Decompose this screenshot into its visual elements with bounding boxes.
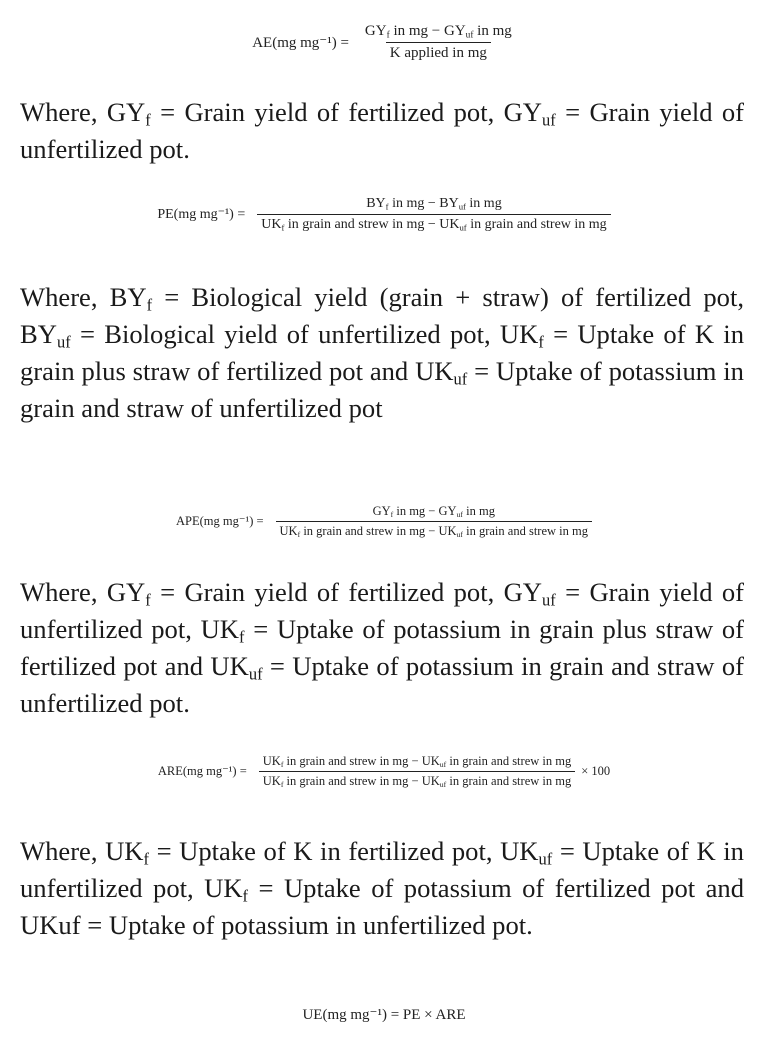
definition-paragraph-ae: Where, $GY_f$ = Grain yield of fertilized pot, $GY_{uf}$ = Grain yield of unfertilized pot. bbox=[20, 97, 744, 164]
equation-are-numerator: $UK_f$ in grain and strew in mg − $UK_{uf}$ in grain and strew in mg bbox=[262, 753, 572, 769]
equation-ae-numerator: $GY_f$ in mg − $GY_{uf}$ in mg bbox=[364, 22, 512, 41]
equation-ae bbox=[0, 12, 768, 72]
equation-ape-lhs: APE(mg mg⁻¹) = bbox=[176, 514, 264, 528]
equation-are-denominator: $UK_f$ in grain and strew in mg − $UK_{uf}$ in grain and strew in mg bbox=[259, 771, 575, 789]
equation-pe-lhs: PE(mg mg⁻¹) = bbox=[157, 206, 246, 222]
equation-pe-numerator: $BY_f$ in mg − $BY_{uf}$ in mg bbox=[366, 195, 502, 211]
equation-ape bbox=[0, 495, 768, 547]
equation-are-lhs: ARE(mg mg⁻¹) = bbox=[157, 764, 247, 778]
equation-ape-fraction bbox=[276, 504, 592, 539]
equation-ape-denominator: $UK_f$ in grain and strew in mg − $UK_{uf}$ in grain and strew in mg bbox=[276, 521, 592, 539]
definition-paragraph-pe: Where, $BY_f$ = Biological yield (grain + straw) of fertilized pot, $BY_{uf}$ = Biological yield of unfertilized pot, $UK_f$ = Uptake of K in grain plus straw of fertilized pot and $UK_{uf}$ = Uptake of potassium in grain and straw of unfertilized pot bbox=[20, 282, 744, 423]
definition-paragraph-ape: Where, $GY_f$ = Grain yield of fertilized pot, $GY_{uf}$ = Grain yield of unfertilized pot, $UK_f$ = Uptake of potassium in grain plus straw of fertilized pot and $UK_{uf}$ = Uptake of potassium in grain and straw of unfertilized pot. bbox=[20, 577, 745, 718]
equation-are bbox=[0, 743, 768, 799]
equation-pe-denominator: $UK_f$ in grain and strew in mg − $UK_{uf}$ in grain and strew in mg bbox=[257, 214, 610, 233]
equation-pe bbox=[0, 186, 768, 242]
equation-ape-numerator: $GY_f$ in mg − $GY_{uf}$ in mg bbox=[372, 503, 495, 519]
equation-are-multiplier: × 100 bbox=[581, 763, 611, 778]
equation-ae-denominator: K applied in mg bbox=[386, 42, 491, 62]
definition-paragraph-are: Where, $UK_f$ = Uptake of K in fertilized pot, $UK_{uf}$ = Uptake of K in unfertilized pot, $UK_f$ = Uptake of potassium of fertilized pot and UKuf = Uptake of potassium in unfertilized pot. bbox=[20, 836, 745, 940]
equation-ue bbox=[0, 1000, 768, 1028]
equation-ae-lhs: AE(mg mg⁻¹) = bbox=[252, 34, 349, 51]
equation-ae-fraction bbox=[361, 23, 516, 62]
equation-ue-text: UE(mg mg⁻¹) = PE × ARE bbox=[302, 1006, 466, 1023]
equation-are-fraction bbox=[259, 754, 575, 789]
equation-pe-fraction bbox=[257, 196, 610, 233]
